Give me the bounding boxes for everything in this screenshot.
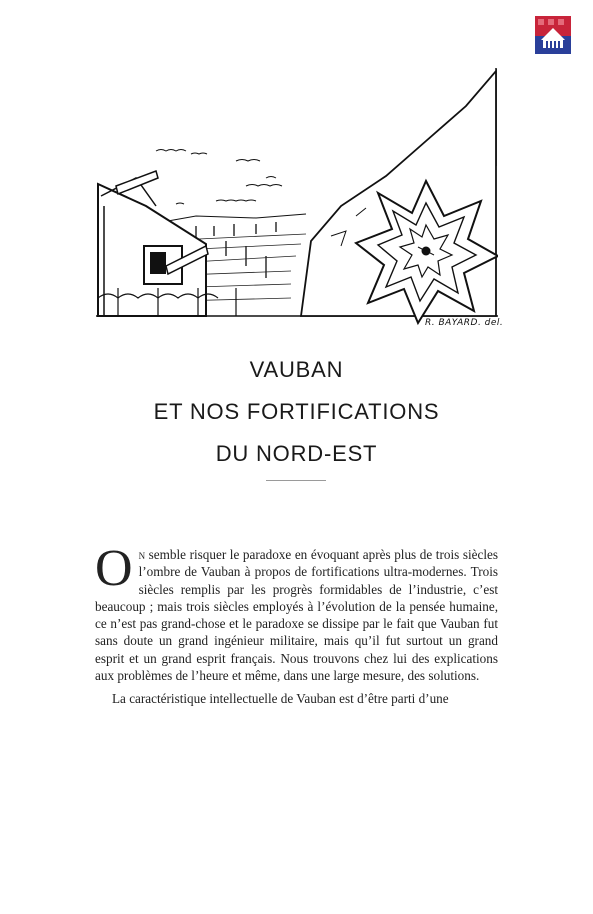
article-body bbox=[95, 540, 498, 708]
paragraph-2: La caractéristique intellectuelle de Vauban est d’être parti d’une bbox=[112, 691, 449, 707]
drop-cap: O bbox=[95, 540, 133, 597]
page-title-line-1: VAUBAN bbox=[249, 357, 344, 382]
library-logo-icon bbox=[535, 16, 571, 54]
paragraph-1 bbox=[95, 540, 498, 684]
first-word-rest: n bbox=[138, 547, 146, 562]
page-title-line-2: ET NOS FORTIFICATIONS bbox=[153, 399, 440, 424]
page-title-line-3: DU NORD-EST bbox=[215, 441, 378, 466]
paragraph-1-text: semble risquer le paradoxe en évoquant après plus de trois siècles l’ombre de Vauban à propos de fortifications ultra-modernes. Trois siècles remplis par les progrès formidables de l’industrie, c’est beaucoup ; mais trois siècles employés à l’évolution de la pensée humaine, ce n’est pas grand-chose et le paradoxe se dissipe par le fait que Vauban fut sans doute un grand ingénieur militaire, mais qu’il fut surtout un grand esprit et un grand esprit français. Nous trouvons chez lui des explications aux problèmes de l’heure et même, dans une large mesure, des solutions. bbox=[95, 547, 498, 684]
title-divider bbox=[266, 480, 326, 481]
fortification-illustration bbox=[96, 66, 498, 336]
artist-signature: R. BAYARD. del. bbox=[425, 318, 504, 328]
